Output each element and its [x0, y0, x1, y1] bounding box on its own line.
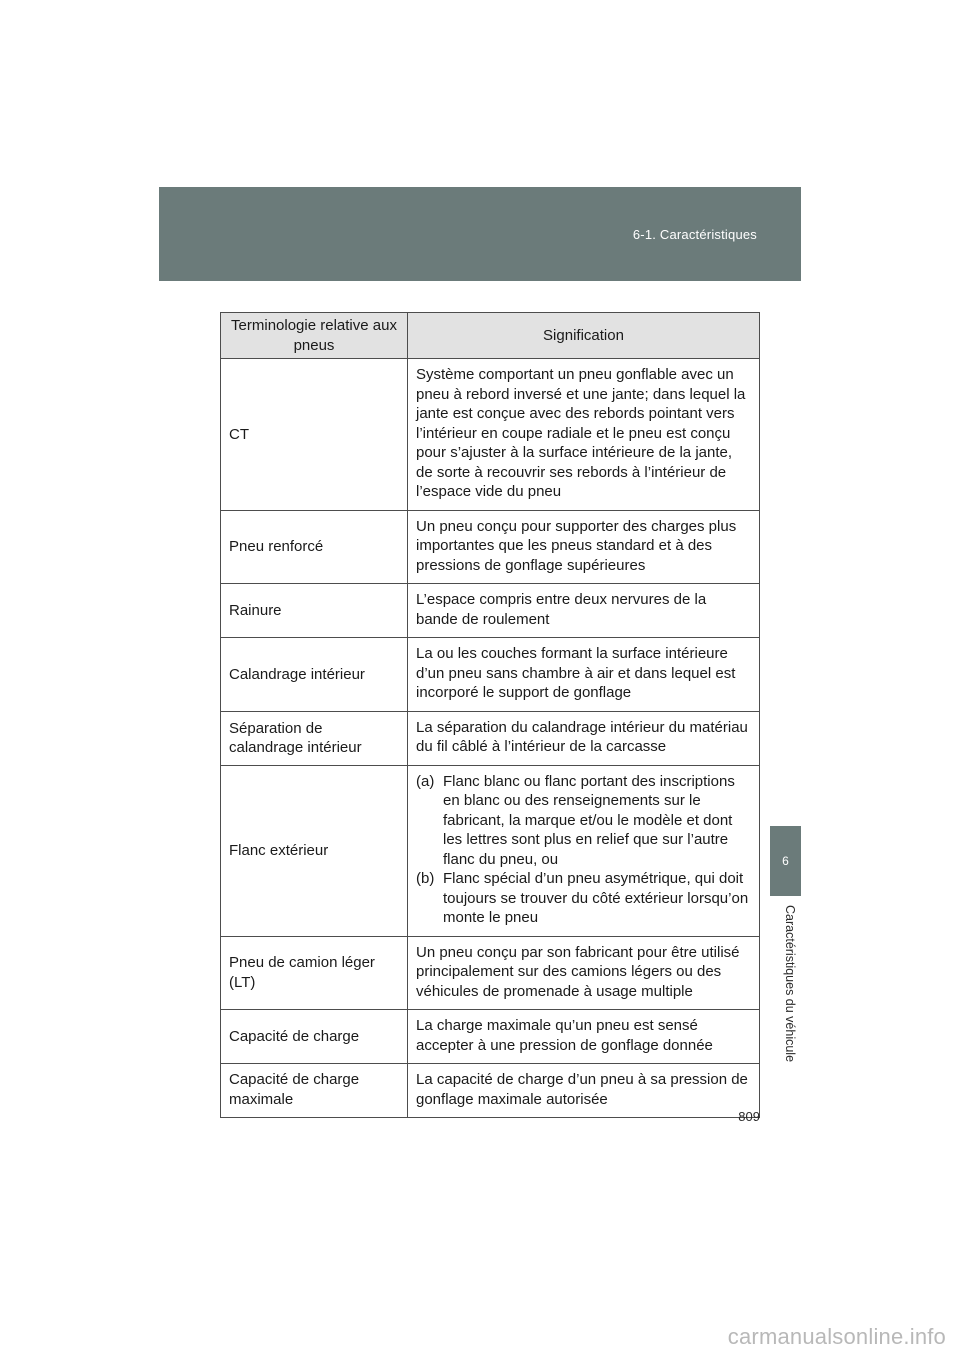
- chapter-title: Caractéristiques du véhicule: [783, 905, 797, 1063]
- table-row: [221, 765, 760, 936]
- list-text: Flanc spécial d’un pneu asymétrique, qui doit toujours se trouver du côté extérieur lorsqu’on monte le pneu: [443, 870, 749, 926]
- chapter-tab: [770, 826, 801, 896]
- table-row: [221, 936, 760, 1010]
- watermark: carmanualsonline.info: [727, 1324, 946, 1349]
- table-row: [221, 510, 760, 584]
- meaning-list-item: [416, 772, 751, 870]
- header-band: [159, 187, 801, 281]
- term-cell: Flanc extérieur: [221, 765, 408, 936]
- table-row: [221, 1064, 760, 1118]
- term-cell: Capacité de charge maximale: [221, 1064, 408, 1118]
- meaning-cell: Système comportant un pneu gonflable avec un pneu à rebord inversé et une jante; dans lequel la jante est conçue avec des rebords pointant vers l’intérieur en coupe radiale et le pneu est conçu pour s’ajuster à la surface intérieure de la jante, de sorte à recouvrir ses rebords à l’intérieur de l’espace vide du pneu: [408, 359, 760, 511]
- meaning-list-item: [416, 869, 751, 928]
- term-cell: Calandrage intérieur: [221, 638, 408, 712]
- section-title: 6-1. Caractéristiques: [632, 227, 757, 242]
- meaning-cell: La ou les couches formant la surface intérieure d’un pneu sans chambre à air et dans lequel est incorporé le support de gonflage: [408, 638, 760, 712]
- table-header-row: [221, 313, 760, 359]
- table-row: [221, 584, 760, 638]
- list-marker: (b): [416, 870, 435, 887]
- column-header-term: Terminologie relative aux pneus: [221, 313, 408, 359]
- meaning-cell: [408, 765, 760, 936]
- tire-terminology-table: [220, 312, 760, 1118]
- list-text: Flanc blanc ou flanc portant des inscriptions en blanc ou des renseignements sur le fabricant, la marque et/ou le modèle et dont les lettres sont plus en relief que sur l’autre flanc du pneu, ou: [443, 772, 735, 868]
- meaning-cell: La capacité de charge d’un pneu à sa pression de gonflage maximale autorisée: [408, 1064, 760, 1118]
- meaning-cell: Un pneu conçu par son fabricant pour être utilisé principalement sur des camions légers ou des véhicules de promenade à usage multiple: [408, 936, 760, 1010]
- meaning-cell: La séparation du calandrage intérieur du matériau du fil câblé à l’intérieur de la carcasse: [408, 711, 760, 765]
- term-cell: Rainure: [221, 584, 408, 638]
- meaning-cell: La charge maximale qu’un pneu est sensé accepter à une pression de gonflage donnée: [408, 1010, 760, 1064]
- table-row: [221, 711, 760, 765]
- meaning-cell: L’espace compris entre deux nervures de la bande de roulement: [408, 584, 760, 638]
- table-row: [221, 1010, 760, 1064]
- term-cell: Pneu renforcé: [221, 510, 408, 584]
- term-cell: Pneu de camion léger (LT): [221, 936, 408, 1010]
- page-number: 809: [738, 1109, 760, 1124]
- table-row: [221, 359, 760, 511]
- list-marker: (a): [416, 772, 435, 790]
- table-row: [221, 638, 760, 712]
- chapter-number: 6: [782, 854, 789, 868]
- term-cell: Séparation de calandrage intérieur: [221, 711, 408, 765]
- column-header-meaning: Signification: [408, 313, 760, 359]
- term-cell: CT: [221, 359, 408, 511]
- term-cell: Capacité de charge: [221, 1010, 408, 1064]
- meaning-cell: Un pneu conçu pour supporter des charges plus importantes que les pneus standard et à des pressions de gonflage supérieures: [408, 510, 760, 584]
